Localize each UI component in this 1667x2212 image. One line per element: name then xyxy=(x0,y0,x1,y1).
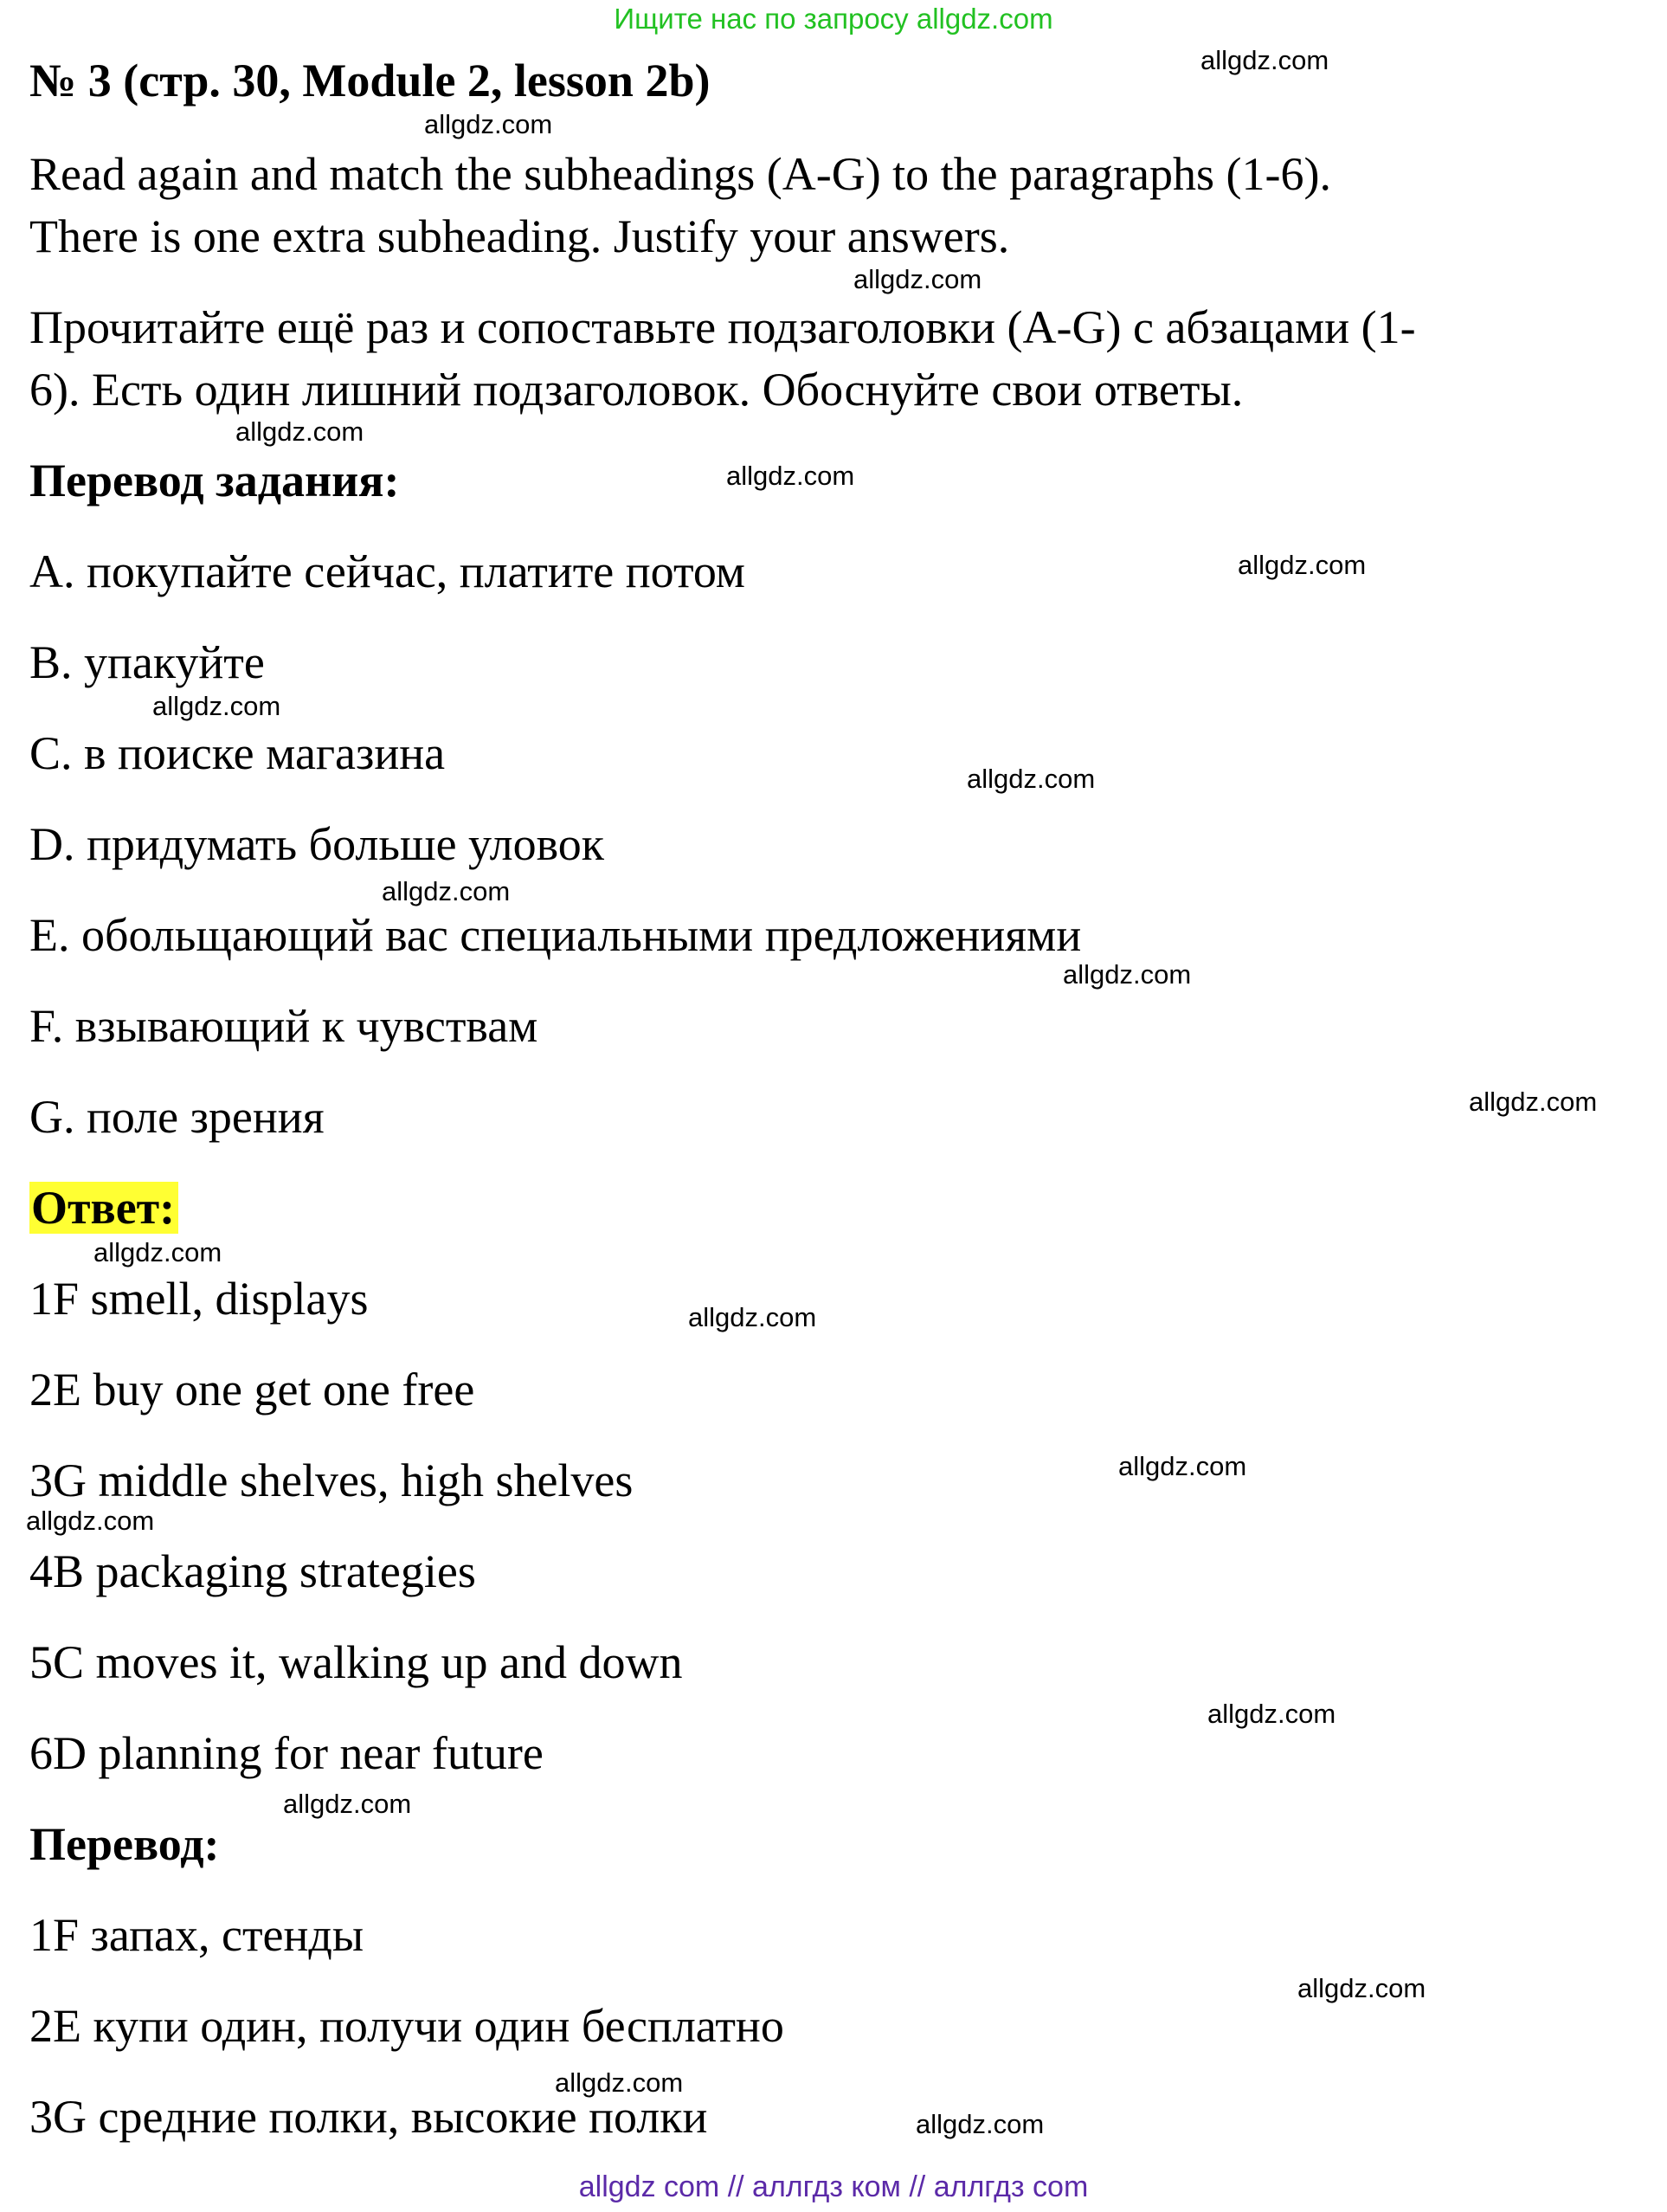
watermark: allgdz.com xyxy=(967,764,1096,794)
watermark: allgdz.com xyxy=(1200,45,1329,75)
watermark: allgdz.com xyxy=(688,1302,817,1332)
task-en-line-2: There is one extra subheading. Justify your answers. xyxy=(29,210,1010,262)
answer-item: 1F smell, displays xyxy=(29,1273,369,1325)
subheading-item: G. поле зрения xyxy=(29,1091,325,1143)
watermark: allgdz.com xyxy=(26,1506,155,1536)
answer-item: 6D planning for near future xyxy=(29,1727,544,1779)
answer-translation-heading: Перевод: xyxy=(29,1818,220,1870)
subheading-item: B. упакуйте xyxy=(29,636,265,688)
answer-heading xyxy=(29,1179,178,1236)
watermark: allgdz.com xyxy=(1118,1451,1247,1481)
watermark: allgdz.com xyxy=(726,461,855,491)
subheading-item: C. в поиске магазина xyxy=(29,727,446,779)
watermark: allgdz.com xyxy=(555,2067,684,2098)
answer-item: 5C moves it, walking up and down xyxy=(29,1636,683,1688)
answer-heading-highlight: Ответ: xyxy=(29,1182,178,1234)
watermark: allgdz.com xyxy=(1207,1699,1336,1729)
watermark: allgdz.com xyxy=(1469,1087,1598,1117)
translation-heading: Перевод задания: xyxy=(29,455,400,506)
answer-ru-item: 1F запах, стенды xyxy=(29,1909,364,1961)
task-ru-line-1: Прочитайте ещё раз и сопоставьте подзаголовки (A-G) с абзацами (1- xyxy=(29,301,1416,353)
subheading-item: D. придумать больше уловок xyxy=(29,818,604,870)
watermark: allgdz.com xyxy=(235,416,364,447)
watermark: allgdz.com xyxy=(283,1789,412,1819)
watermark: allgdz.com xyxy=(1063,959,1192,990)
search-banner: Ищите нас по запросу allgdz.com xyxy=(614,3,1053,35)
task-ru-line-2: 6). Есть один лишний подзаголовок. Обоснуйте свои ответы. xyxy=(29,364,1244,416)
answer-item: 2E buy one get one free xyxy=(29,1364,475,1416)
watermark: allgdz.com xyxy=(382,876,511,906)
watermark: allgdz.com xyxy=(93,1237,222,1267)
answer-ru-item: 2E купи один, получи один бесплатно xyxy=(29,2000,784,2052)
subheading-item: F. взывающий к чувствам xyxy=(29,1000,538,1052)
page-title: № 3 (стр. 30, Module 2, lesson 2b) xyxy=(29,55,711,106)
task-en-line-1: Read again and match the subheadings (A-G) to the paragraphs (1-6). xyxy=(29,148,1331,200)
subheading-item: A. покупайте сейчас, платите потом xyxy=(29,545,745,597)
watermark: allgdz.com xyxy=(424,109,553,139)
watermark: allgdz.com xyxy=(152,691,281,721)
answer-item: 4B packaging strategies xyxy=(29,1545,476,1597)
watermark: allgdz.com xyxy=(1238,550,1367,580)
watermark: allgdz.com xyxy=(853,264,982,294)
answer-item: 3G middle shelves, high shelves xyxy=(29,1454,634,1506)
answer-ru-item: 3G средние полки, высокие полки xyxy=(29,2091,708,2143)
watermark: allgdz.com xyxy=(916,2109,1045,2139)
subheading-item: E. обольщающий вас специальными предложениями xyxy=(29,909,1082,961)
footer-watermark: allgdz com // аллгдз ком // аллгдз com xyxy=(578,2170,1089,2203)
watermark: allgdz.com xyxy=(1297,1973,1426,2003)
